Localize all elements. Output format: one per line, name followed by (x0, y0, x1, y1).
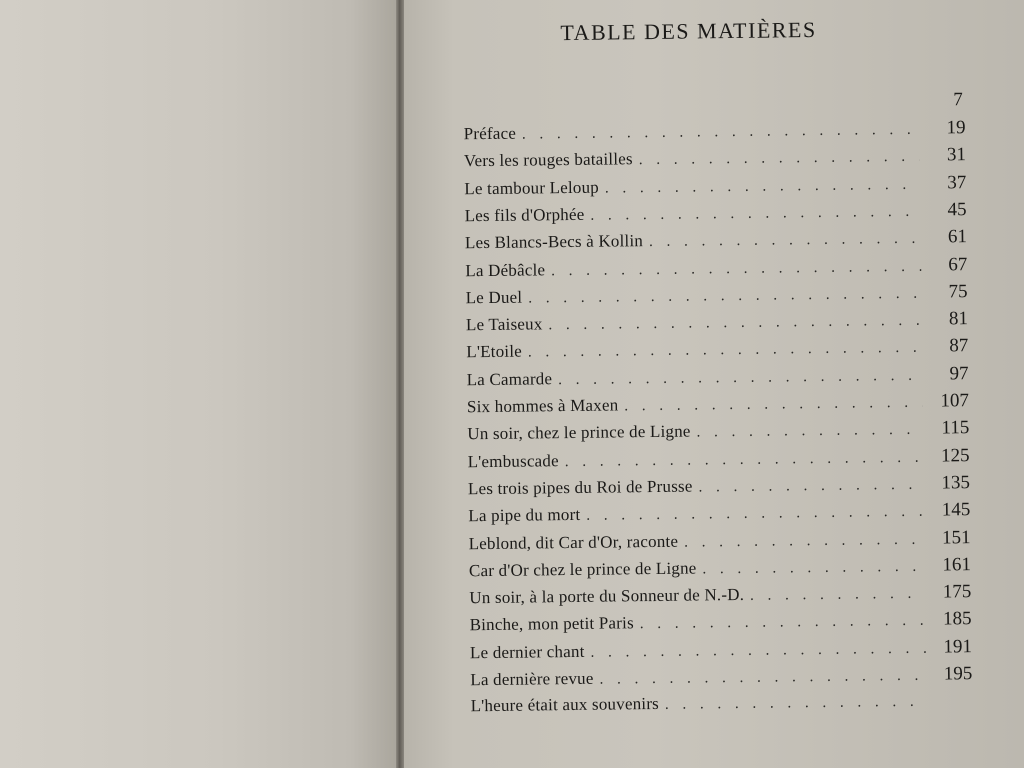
entry-title: Un soir, chez le prince de Ligne (467, 421, 691, 444)
entry-page-number: 195 (943, 663, 973, 685)
toc-entry (470, 609, 972, 639)
entry-page-number: 45 (947, 199, 967, 221)
toc-entry (469, 581, 971, 611)
toc-entry (466, 336, 968, 366)
entry-title: Un soir, à la porte du Sonneur de N.-D. (469, 584, 745, 608)
toc-entry (470, 663, 972, 693)
entry-page-number: 107 (940, 390, 970, 412)
entry-title: Six hommes à Maxen (466, 395, 619, 417)
entry-title: Les fils d'Orphée (464, 204, 585, 226)
entry-title: Car d'Or chez le prince de Ligne (468, 558, 697, 581)
entry-page-number: 125 (940, 444, 970, 467)
dot-leader (649, 231, 921, 251)
dot-leader (590, 204, 920, 225)
entry-title: L'embuscade (467, 450, 559, 471)
entry-page-number: 175 (942, 581, 972, 603)
entry-page-number: 185 (942, 608, 972, 630)
dot-leader (639, 149, 920, 169)
entry-page-number: 87 (949, 335, 969, 357)
dot-leader (551, 258, 921, 280)
toc-entry (465, 254, 967, 284)
toc-entry (468, 472, 970, 502)
entry-title: Les Blancs-Becs à Kollin (464, 231, 644, 253)
dot-leader (586, 504, 924, 525)
entry-page-number: 31 (946, 144, 967, 166)
toc-entry (464, 172, 966, 202)
entry-title: Le dernier chant (469, 641, 585, 662)
entry-page-number: 97 (949, 362, 969, 385)
dot-leader (548, 313, 922, 335)
dot-leader (624, 395, 923, 416)
dot-leader (697, 422, 924, 442)
dot-leader (665, 694, 927, 714)
dot-leader (590, 640, 926, 661)
entry-title: Le Duel (465, 287, 523, 308)
entry-page-number: 115 (941, 417, 970, 439)
book-gutter (396, 0, 404, 768)
entry-title: La dernière revue (470, 668, 594, 690)
dot-leader (599, 668, 926, 689)
entry-page-number: 75 (948, 280, 968, 303)
entry-title: La Camarde (466, 368, 553, 389)
toc-entry (464, 117, 966, 147)
entry-title: La pipe du mort (468, 505, 581, 526)
toc-title: TABLE DES MATIÈRES (560, 16, 817, 46)
dot-leader (558, 367, 923, 388)
dot-leader (522, 122, 920, 144)
entry-title: Leblond, dit Car d'Or, raconte (468, 531, 679, 553)
toc-entry (466, 281, 968, 311)
dot-leader (528, 285, 922, 307)
entry-title: L'heure était aux souvenirs (470, 694, 660, 716)
left-blank-page (0, 0, 398, 768)
entry-title: Binche, mon petit Paris (469, 613, 634, 635)
entry-page-number: 161 (942, 553, 972, 576)
toc-entry (465, 199, 967, 229)
entry-title: La Débâcle (465, 259, 546, 280)
entry-title: Vers les rouges batailles (463, 149, 633, 171)
entry-page-number: 67 (948, 253, 968, 275)
toc-entry (469, 527, 971, 557)
dot-leader (698, 477, 924, 497)
entry-page-number: 19 (946, 117, 966, 139)
entry-title: Le tambour Leloup (464, 177, 600, 198)
toc-entry (467, 390, 969, 420)
entry-page-number: 61 (947, 226, 968, 248)
entry-title: L'Etoile (466, 341, 523, 362)
entry-page-number: 81 (948, 308, 969, 330)
toc-entry (471, 690, 973, 720)
toc-entry (466, 308, 968, 338)
toc-entry (467, 363, 969, 393)
toc-entry (468, 499, 970, 529)
toc-entry (469, 554, 971, 584)
entry-page-number: 135 (941, 472, 971, 494)
entry-page-number: 151 (941, 526, 971, 548)
entry-title: Le Taiseux (465, 314, 543, 335)
table-of-contents (404, 0, 1024, 768)
toc-entry (470, 636, 972, 666)
dot-leader (750, 586, 925, 605)
dot-leader (605, 176, 921, 197)
toc-entry (464, 144, 966, 174)
entry-title: Préface (463, 123, 517, 144)
dot-leader (565, 449, 924, 470)
toc-entry (465, 226, 967, 256)
toc-entry (468, 445, 970, 475)
dot-leader (702, 558, 925, 578)
toc-entry (467, 417, 969, 447)
dot-leader (684, 531, 925, 551)
entry-page-number: 191 (943, 635, 973, 658)
dot-leader (640, 613, 926, 633)
dot-leader (528, 340, 923, 362)
entry-title: Les trois pipes du Roi de Prusse (467, 476, 693, 499)
first-page-number: 7 (953, 89, 963, 111)
entry-page-number: 37 (947, 171, 967, 193)
entry-page-number: 145 (941, 499, 971, 521)
